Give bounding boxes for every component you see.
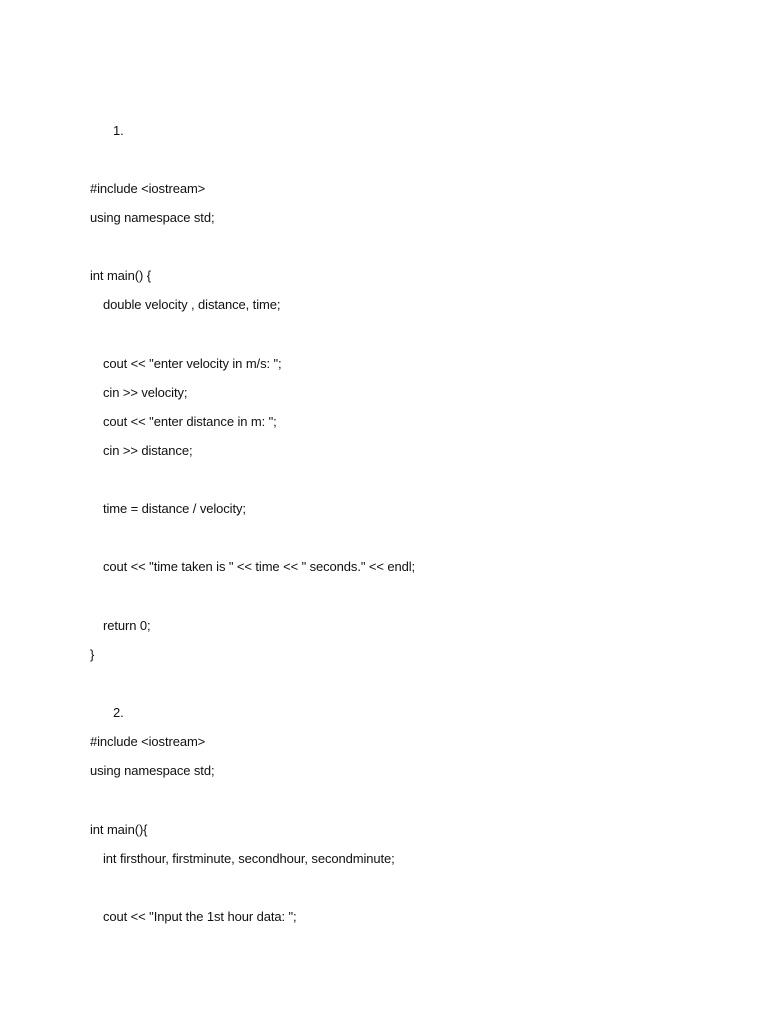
code-line: cout << "enter velocity in m/s: ";	[103, 356, 282, 371]
code-line: int main() {	[90, 268, 151, 283]
code-line: return 0;	[103, 618, 151, 633]
code-line: #include <iostream>	[90, 181, 206, 196]
code-line: double velocity , distance, time;	[103, 297, 281, 312]
code-line: cout << "enter distance in m: ";	[103, 414, 277, 429]
code-line: cout << "Input the 1st hour data: ";	[103, 909, 297, 924]
code-line: cout << "time taken is " << time << " seconds." << endl;	[103, 559, 416, 574]
code-line: int firsthour, firstminute, secondhour, secondminute;	[103, 851, 395, 866]
code-line: #include <iostream>	[90, 734, 206, 749]
list-number-2: 2.	[113, 705, 124, 720]
code-line: cin >> distance;	[103, 443, 193, 458]
code-line: }	[90, 647, 95, 662]
code-line: using namespace std;	[90, 763, 215, 778]
code-line: int main(){	[90, 822, 148, 837]
list-number-1: 1.	[113, 123, 124, 138]
code-line: time = distance / velocity;	[103, 501, 246, 516]
code-line: using namespace std;	[90, 210, 215, 225]
code-line: cin >> velocity;	[103, 385, 188, 400]
